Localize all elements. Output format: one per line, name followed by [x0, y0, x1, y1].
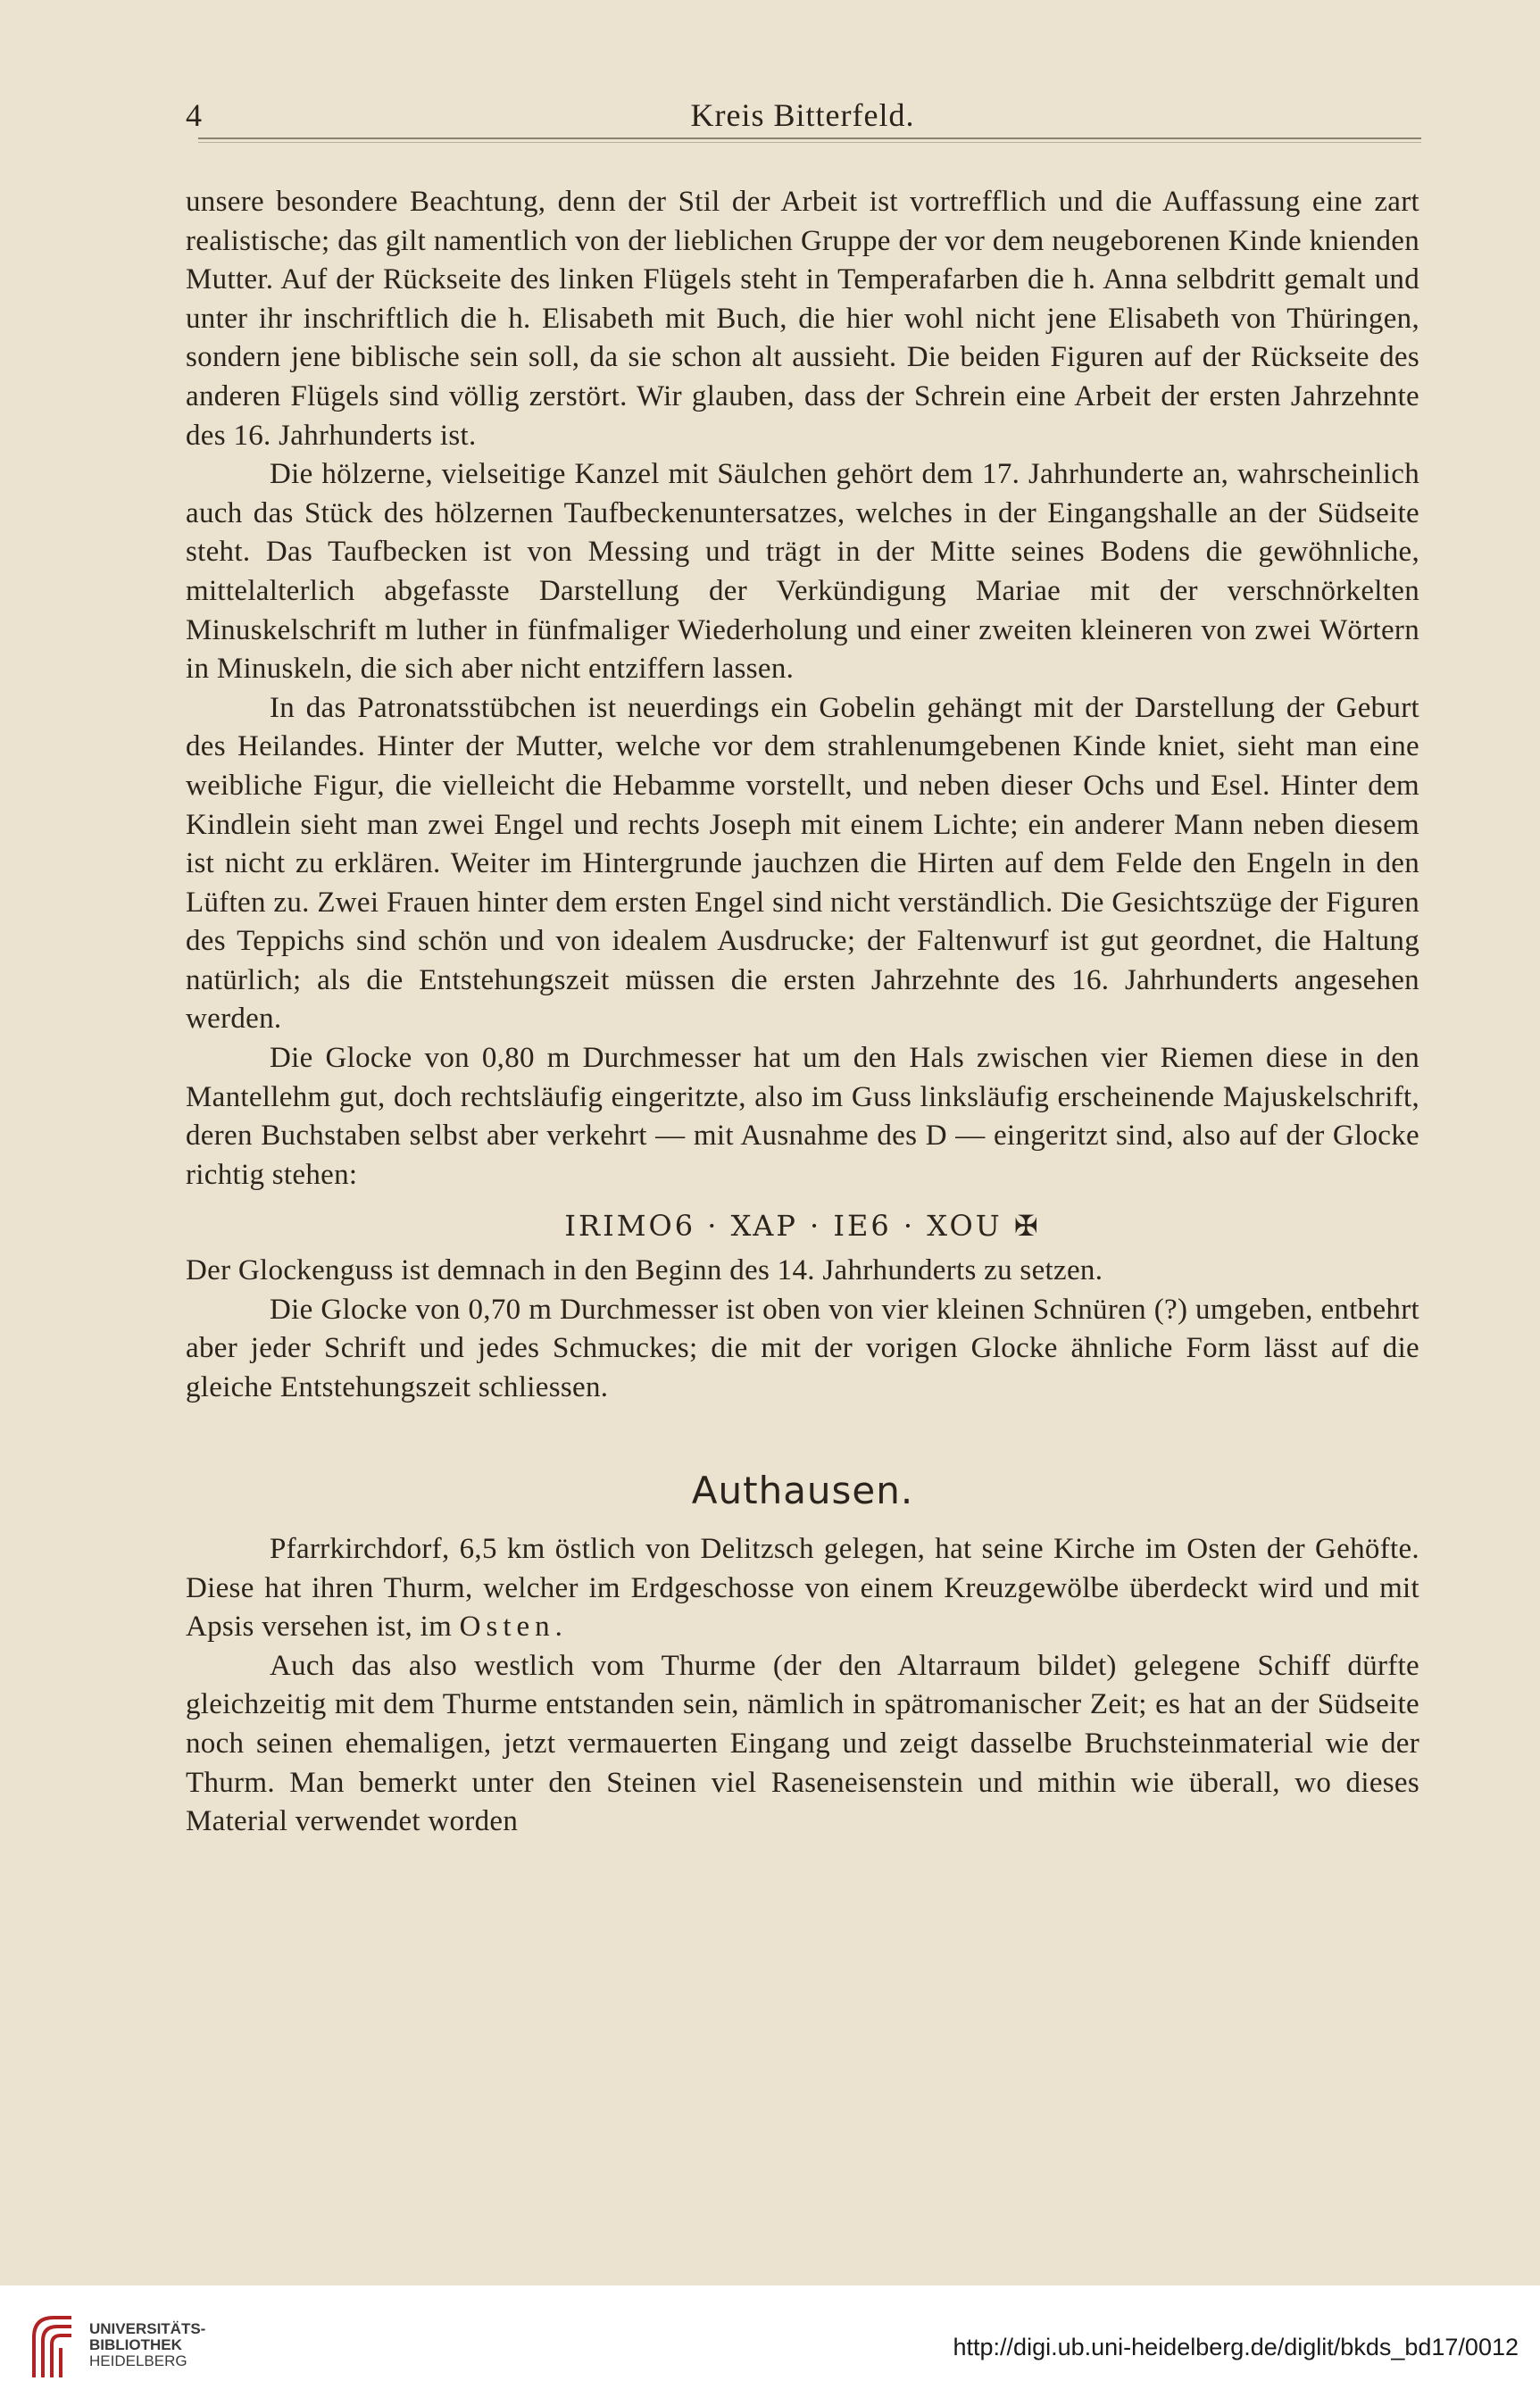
- source-url-link[interactable]: http://digi.ub.uni-heidelberg.de/diglit/bkds_bd17/0012: [953, 2334, 1519, 2360]
- library-name: UNIVERSITÄTS- BIBLIOTHEK HEIDELBERG: [89, 2320, 206, 2369]
- paragraph: Auch das also westlich vom Thurme (der den Altarraum bildet) gelegene Schiff dürfte gleichzeitig mit dem Thurme entstanden sein, nämlich in spätromanischer Zeit; es hat an der Südseite noch seinen ehemaligen, jetzt vermauerten Eingang und zeigt dasselbe Bruchsteinmaterial wie der Thurm. Man bemerkt unter den Steinen viel Raseneisenstein und mithin wie überall, wo dieses Material verwendet worden: [186, 1649, 1419, 1838]
- spaced-word: Osten.: [459, 1611, 568, 1644]
- paragraph: Die hölzerne, vielseitige Kanzel mit Säulchen gehört dem 17. Jahrhunderte an, wahrscheinlich auch das Stück des hölzernen Taufbeckenuntersatzes, welches in der Eingangshalle an der Südseite steht. Das Taufbecken ist von Messing und trägt in der Mitte seines Bodens die gewöhnliche, mittelalterlich abgefasste Darstellung der Verkündigung Mariae mit der verschnörkelten Minuskelschrift m luther in fünfmaliger Wiederholung und einer zweiten kleineren von zwei Wörtern in Minuskeln, die sich aber nicht entziffern lassen.: [186, 458, 1419, 686]
- bell-inscription: IRIMO6 · XAP · IE6 · XOU ✠: [564, 1209, 1041, 1244]
- page-number: 4: [186, 97, 203, 133]
- paragraph: unsere besondere Beachtung, denn der Stil der Arbeit ist vortrefflich und die Auffassung eine zart realistische; das gilt namentlich von der lieblichen Gruppe der vor dem neugeborenen Kinde knienden Mutter. Auf der Rückseite des linken Flügels steht in Temperafarben die h. Anna selbdritt gemalt und unter ihr inschriftlich die h. Elisabeth mit Buch, die hier wohl nicht jene Elisabeth von Thüringen, sondern jene biblische sein soll, da sie schon alt aussieht. Die beiden Figuren auf der Rückseite des anderen Flügels sind völlig zerstört. Wir glauben, dass der Schrein eine Arbeit der ersten Jahrzehnte des 16. Jahrhunderts ist.: [186, 186, 1419, 452]
- library-logo-icon: [25, 2310, 79, 2382]
- section-heading: Authausen.: [691, 1469, 914, 1513]
- paragraph: [186, 1530, 1419, 1647]
- page-header: [186, 96, 1419, 132]
- paragraph: Die Glocke von 0,70 m Durchmesser ist oben von vier kleinen Schnüren (?) umgeben, entbehrt aber jeder Schrift und jedes Schmuckes; die mit der vorigen Glocke ähnliche Form lässt auf die gleiche Entstehungszeit schliessen.: [186, 1293, 1419, 1403]
- paragraph: Der Glockenguss ist demnach in den Beginn des 14. Jahrhunderts zu setzen.: [186, 1254, 1103, 1287]
- header-rule: [198, 137, 1421, 143]
- paragraph-text: Pfarrkirchdorf, 6,5 km östlich von Delitzsch gelegen, hat seine Kirche im Osten der Gehöfte. Diese hat ihren Thurm, welcher im Erdgeschosse von einem Kreuzgewölbe überdeckt wird und mit Apsis versehen ist, im: [186, 1533, 1419, 1644]
- body-text: [186, 183, 1419, 1842]
- paragraph: Die Glocke von 0,80 m Durchmesser hat um den Hals zwischen vier Riemen diese in den Mantellehm gut, doch rechtsläufig eingeritzte, also im Guss linksläufig erscheinende Majuskelschrift, deren Buchstaben selbst aber verkehrt — mit Ausnahme des D — eingeritzt sind, also auf der Glocke richtig stehen:: [186, 1042, 1419, 1191]
- footer-bar: [0, 2285, 1540, 2406]
- running-title: Kreis Bitterfeld.: [690, 97, 915, 133]
- paragraph: In das Patronatsstübchen ist neuerdings ein Gobelin gehängt mit der Darstellung der Geburt des Heilandes. Hinter der Mutter, welche vor dem strahlenumgebenen Kinde kniet, sieht man eine weibliche Figur, die vielleicht die Hebamme vorstellt, und neben dieser Ochs und Esel. Hinter dem Kindlein sieht man zwei Engel und rechts Joseph mit einem Lichte; ein anderer Mann neben diesem ist nicht zu erklären. Weiter im Hintergrunde jauchzen die Hirten auf dem Felde den Engeln in den Lüften zu. Zwei Frauen hinter dem ersten Engel sind nicht verständlich. Die Gesichtszüge der Figuren des Teppichs sind schön und von idealem Ausdrucke; der Faltenwurf ist gut geordnet, die Haltung natürlich; als die Entstehungszeit müssen die ersten Jahrzehnte des 16. Jahrhunderts angesehen werden.: [186, 691, 1419, 1036]
